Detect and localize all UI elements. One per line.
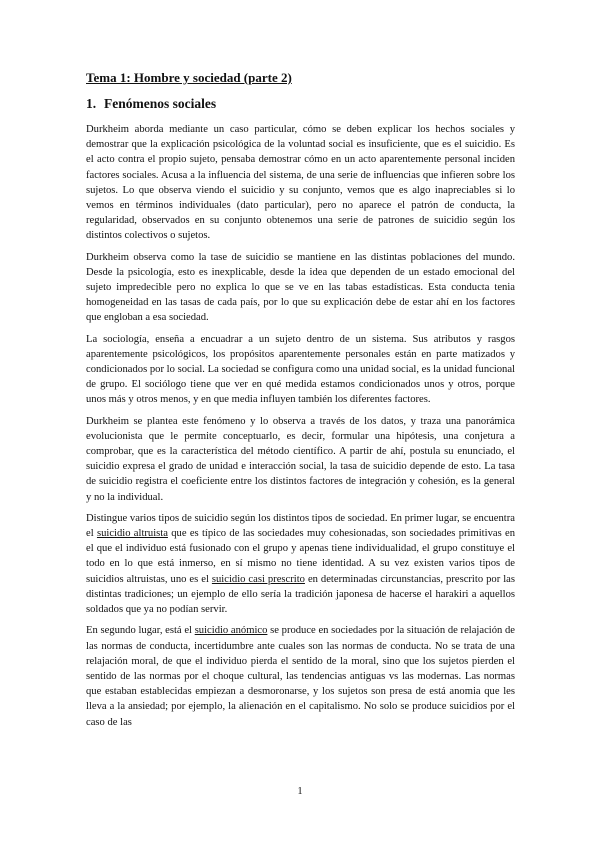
- section-title: Fenómenos sociales: [104, 96, 217, 111]
- page-content: [86, 70, 515, 736]
- paragraph-2: Durkheim observa como la tase de suicidio se mantiene en las distintas poblaciones del mundo. Desde la psicología, esto es inexplicable, desde la idea que dependen de un estado emocional del sujeto impredecible pero no explica lo que se ve en las tabas estadísticas. Esta conducta tenia homogeneidad en las tasas de cada país, por lo que su explicación debe de estar ahí en los factores que engloban a esa sociedad.: [86, 251, 515, 324]
- section-number: 1.: [86, 96, 97, 111]
- paragraph-5-text-c: que es típico de las sociedades muy cohesionadas, son sociedades primitivas en el que el individuo está fusionado con el grupo y apenas tiene individualidad, el grupo constituye el todo en lo que está inmerso, en sí mismo no tiene identidad. A su vez existen varios tipos de suicidios altruistas, uno es el: [86, 528, 515, 585]
- paragraph-4: Durkheim se plantea este fenómeno y lo observa a través de los datos, y traza una panorámica evolucionista que le permite conceptuarlo, es decir, formular una hipótesis, una conjetura a comprobar, que es la característica del método científico. A partir de ahí, postula su enunciado, el suicidio expresa el grado de unidad e interacción social, la tasa de suicidio depende de esto. La tasa de suicidio registra el coeficiente entre los distintos factores de integración y cohesión, es la general y no la individual.: [86, 415, 515, 503]
- section-heading: [86, 95, 515, 113]
- term-suicidio-casi-prescrito: suicidio casi prescrito: [211, 573, 305, 585]
- paragraph-6-text-a: En segundo lugar, está el: [86, 625, 195, 637]
- page-number: 1: [297, 786, 303, 797]
- paragraph-5: [86, 511, 515, 617]
- paragraph-5-text-e: en determinadas circunstancias, prescrito por las distintas tradiciones; un ejemplo de ello sería la tradición japonesa de hacerse el harakiri a aquellos soldados que ya no podían servir.: [86, 573, 515, 616]
- paragraph-5-text-a: Distingue varios tipos de suicidio según los distintos tipos de sociedad. En primer lugar, se encuentra el: [86, 512, 515, 540]
- paragraph-6-text-c: se produce en sociedades por la situación de relajación de las normas de conducta, incertidumbre ante cuales son las normas de conducta. No se trata de una relajación moral, de que el individuo pierda el sentido de la moral, sino que los sujetos pierden el sentido de las normas por el choque cultural, las tendencias antiguas vs las modernas. Las normas que estaban establecidas empiezan a desmoronarse, y los sujetos son presa de está anomia que les lleva a la ansiedad; por ejemplo, la alienación en el capitalismo. No solo se produce suicidios por el caso de las: [86, 625, 516, 728]
- term-suicidio-altruista: suicidio altruista: [96, 528, 168, 540]
- paragraph-1: Durkheim aborda mediante un caso particular, cómo se deben explicar los hechos sociales y demostrar que la explicación psicológica de la voluntad social es insuficiente, que es el suicidio. Es el acto contra el propio sujeto, pensaba demostrar cómo en un acto aparentemente personal inciden factores sociales. Acusa a la influencia del sistema, de una serie de influencias que infieren sobre los sujetos. Lo que observa viendo el suicidio y su conjunto, vemos que es algo inapreciables si lo vemos en términos individuales (dato particular), pero no aparece el patrón de conducta, la regularidad, observados en su conjunto obtenemos una serie de patrones de suicidio según los distintos colectivos o sujetos.: [86, 124, 515, 242]
- term-suicidio-anomico: suicidio anómico: [194, 625, 268, 637]
- document-title: Tema 1: Hombre y sociedad (parte 2): [86, 70, 292, 85]
- paragraph-6: [86, 623, 515, 729]
- paragraph-3: La sociología, enseña a encuadrar a un sujeto dentro de un sistema. Sus atributos y rasgos aparentemente psicológicos, los propósitos aparentemente personales están en parte matizados y condicionados por lo social. La sociedad se configura como una unidad social, es la unidad funcional de grupo. El sociólogo tiene que ver en qué medida estamos condicionados unos y otros, porque unos más y otros menos, y en que media influyen también los diferentes factores.: [86, 333, 515, 406]
